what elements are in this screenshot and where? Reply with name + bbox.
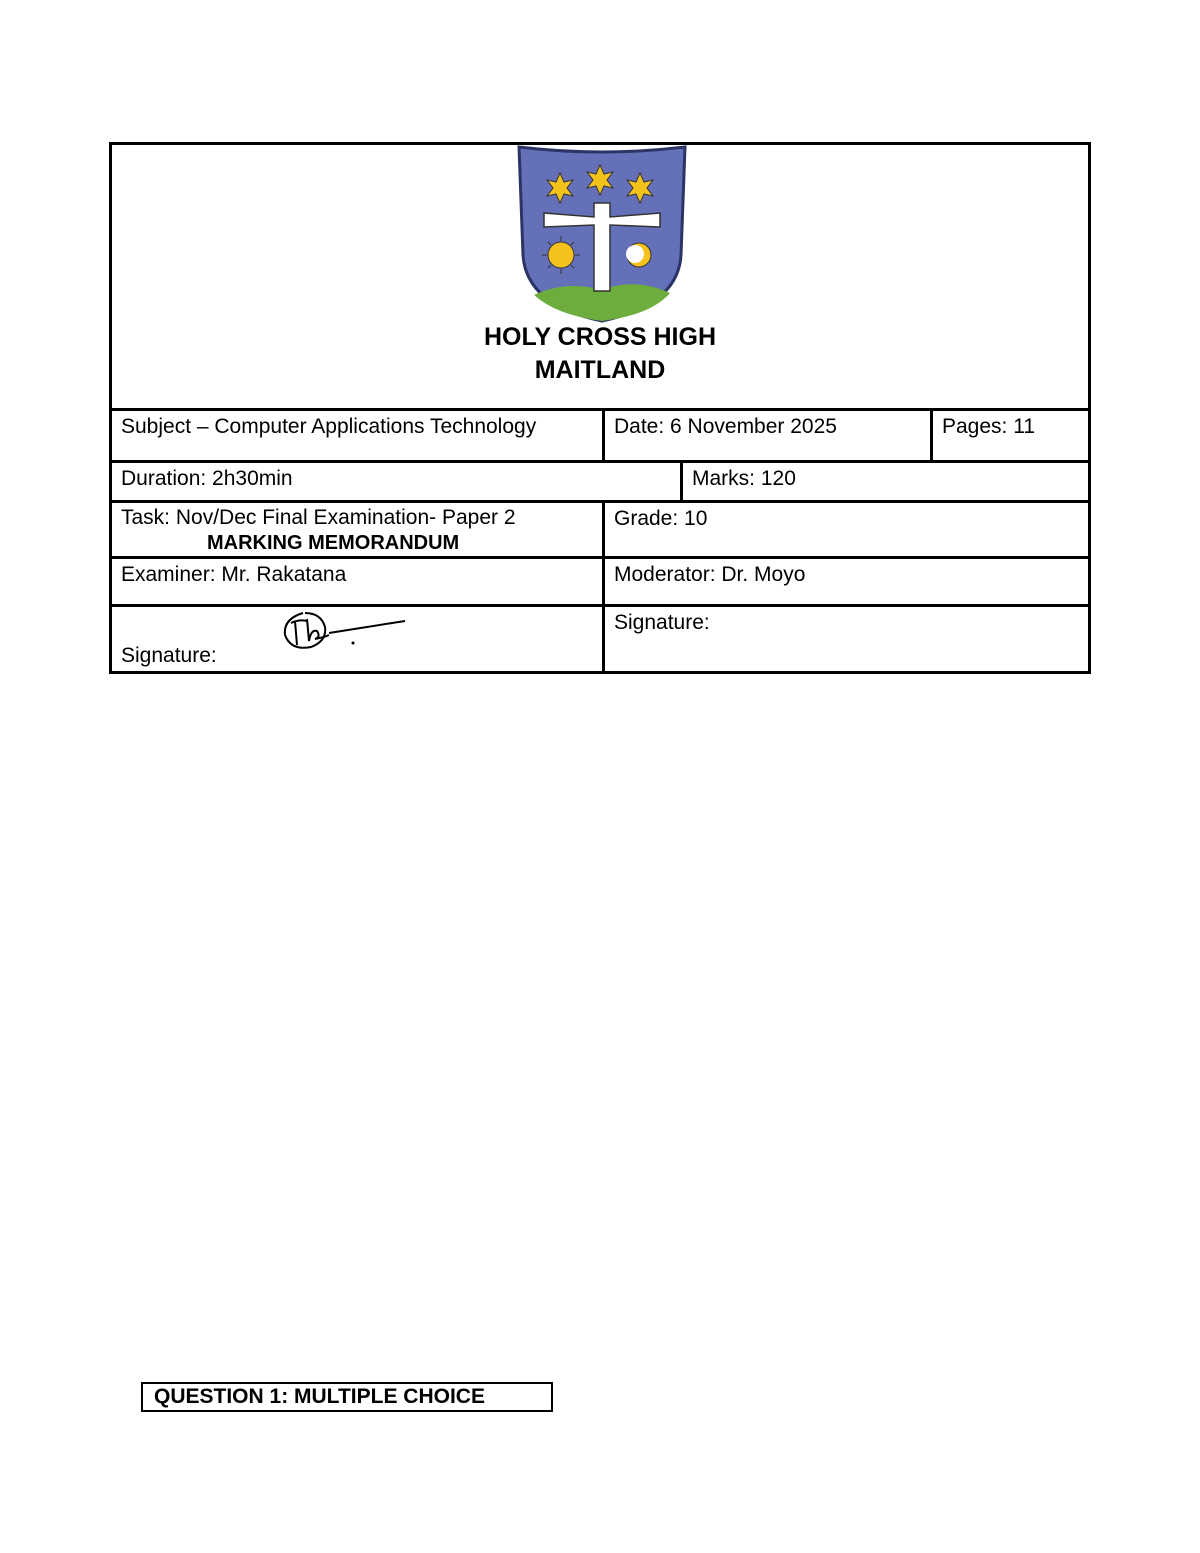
moderator-signature-cell: Signature: [602,607,1088,671]
cover-table [109,142,1091,674]
grade-cell: Grade: 10 [602,503,1088,556]
pages-cell: Pages: 11 [930,411,1088,460]
examiner-signature-label: Signature: [121,644,217,667]
date-cell: Date: 6 November 2025 [602,411,930,460]
task-cell [112,503,602,556]
school-header [112,145,1088,411]
school-name: HOLY CROSS HIGH [484,323,716,351]
row-duration [112,463,1088,503]
handwritten-signature-icon [277,607,407,652]
school-crest-icon [516,145,688,323]
subject-cell: Subject – Computer Applications Technology [121,415,537,438]
school-location: MAITLAND [534,356,666,384]
question-heading: QUESTION 1: MULTIPLE CHOICE [141,1382,553,1412]
moderator-cell: Moderator: Dr. Moyo [602,559,1088,604]
row-subject [112,411,1088,463]
examiner-cell: Examiner: Mr. Rakatana [121,563,347,586]
examiner-signature-cell [112,607,602,671]
row-signature [112,607,1088,671]
marks-cell: Marks: 120 [680,463,1088,500]
task-text: Task: Nov/Dec Final Examination- Paper 2 [121,506,516,529]
memo-title: MARKING MEMORANDUM [207,532,460,554]
row-task [112,503,1088,559]
row-examiner [112,559,1088,607]
duration-cell: Duration: 2h30min [121,467,293,490]
